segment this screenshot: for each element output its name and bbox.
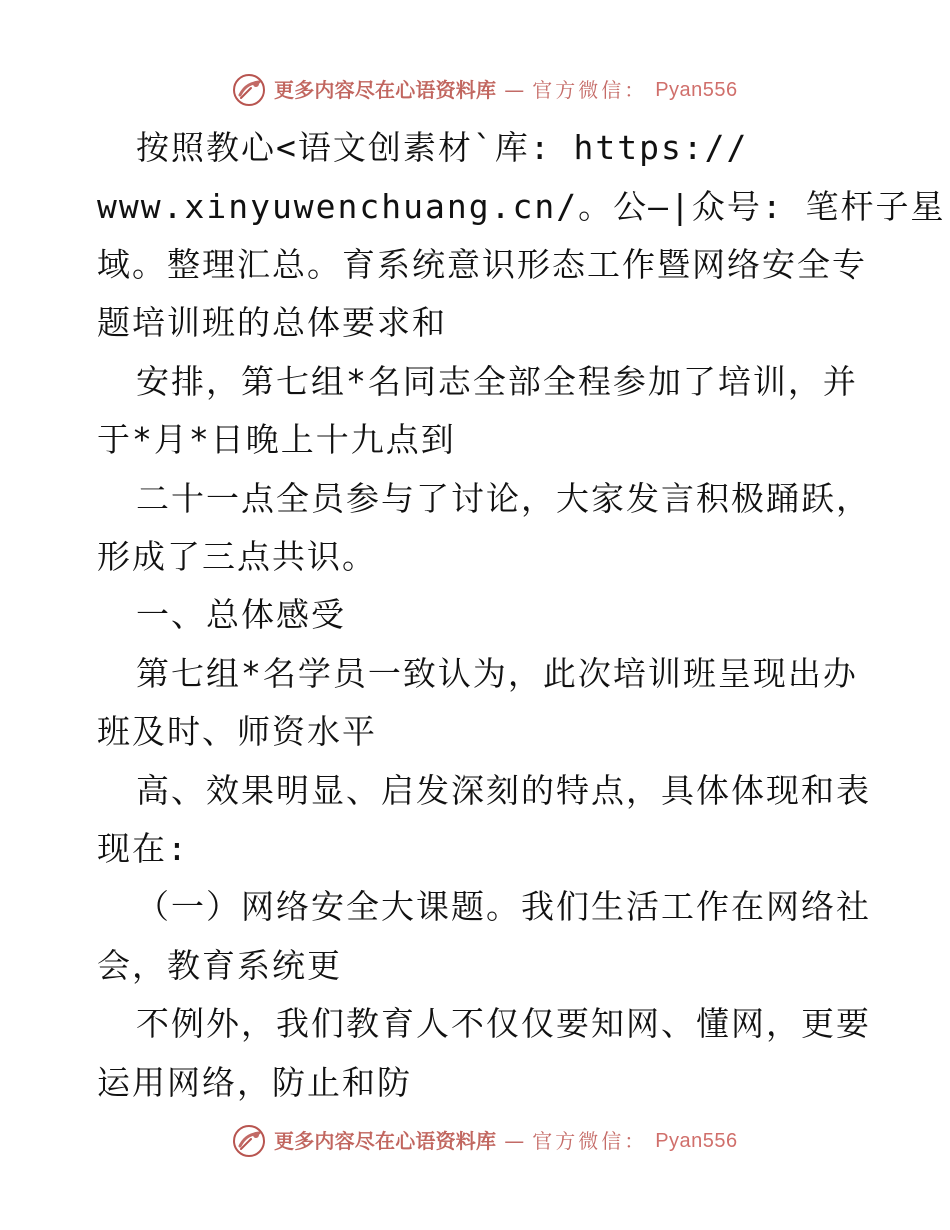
watermark-separator: — (504, 1129, 525, 1153)
text-line-3: 域。整理汇总。育系统意识形态工作暨网络安全专 (97, 245, 867, 284)
text-line-4: 题培训班的总体要求和 (97, 303, 447, 342)
wechat-id: Pyan556 (655, 1130, 738, 1152)
wechat-label: 官方微信： (532, 1129, 648, 1153)
text-line-6: 于*月*日晚上十九点到 (97, 420, 456, 459)
text-line-7: 二十一点全员参与了讨论，大家发言积极踊跃， (136, 479, 871, 518)
watermark-banner-bottom (232, 1121, 792, 1161)
text-line-2: www.xinyuwenchuang.cn/。公—|众号: 笔杆子星 (97, 187, 946, 226)
text-line-1: 按照教心<语文创素材`库: https:// (136, 128, 749, 167)
wechat-id: Pyan556 (655, 79, 738, 101)
watermark-text: 更多内容尽在心语资料库 (274, 1129, 497, 1153)
text-line-15: 会，教育系统更 (97, 946, 342, 985)
text-line-10: 第七组*名学员一致认为，此次培训班呈现出办 (136, 654, 858, 693)
text-line-14: （一）网络安全大课题。我们生活工作在网络社 (136, 887, 871, 926)
text-line-13: 现在: (97, 829, 189, 868)
text-line-12: 高、效果明显、启发深刻的特点，具体体现和表 (136, 771, 871, 810)
text-line-8: 形成了三点共识。 (97, 537, 377, 576)
section-heading: 一、总体感受 (136, 595, 346, 634)
watermark-separator: — (504, 78, 525, 102)
text-line-17: 运用网络，防止和防 (97, 1063, 412, 1102)
wechat-label: 官方微信： (532, 78, 648, 102)
text-line-16: 不例外，我们教育人不仅仅要知网、懂网，更要 (136, 1004, 871, 1043)
watermark-text: 更多内容尽在心语资料库 (274, 78, 497, 102)
text-line-11: 班及时、师资水平 (97, 712, 377, 751)
brush-logo-icon (232, 1124, 266, 1158)
text-line-5: 安排，第七组*名同志全部全程参加了培训，并 (136, 362, 858, 401)
